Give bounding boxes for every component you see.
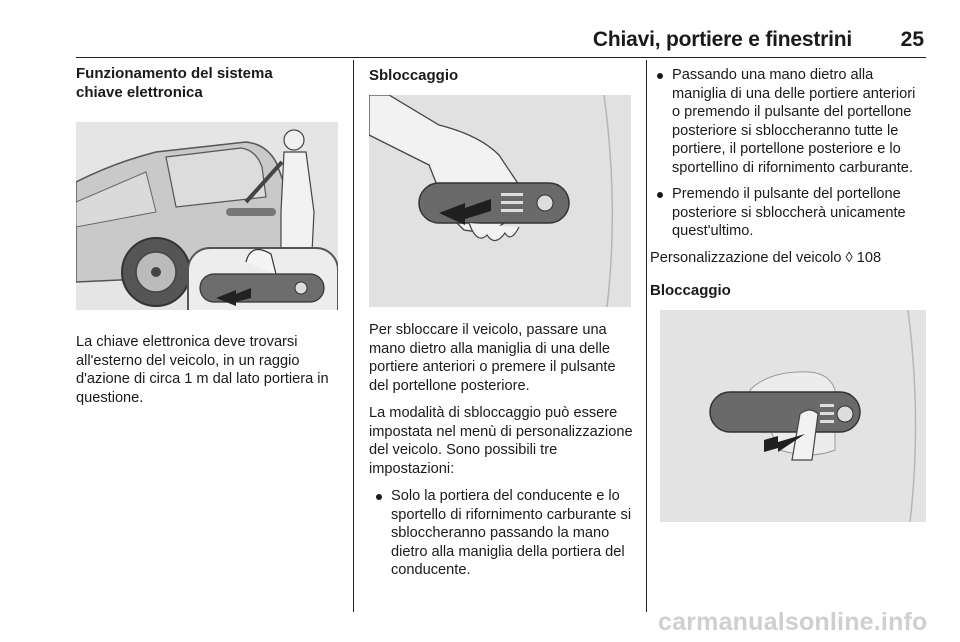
keyless-car-illustration	[76, 122, 338, 310]
car-with-person-drawing	[76, 122, 338, 310]
column-divider	[646, 60, 647, 612]
section-heading-keyless: Funzionamento del sistema chiave elettronica	[76, 65, 273, 101]
bullet-icon	[657, 73, 663, 79]
list-item: Premendo il pulsante del portellone posteriore si sbloccherà unicamente quest'ultimo.	[650, 185, 926, 241]
section-heading-locking: Bloccaggio	[650, 282, 731, 299]
bullet-icon	[657, 192, 663, 198]
reference-arrow-icon: ◊	[845, 249, 853, 266]
list-item: Passando una mano dietro alla maniglia di una delle portiere anteriori o premendo il pulsante del portellone posteriore si sbloccheranno tutte le portiere, il portellone posteriore e lo sportellino di rifornimento carburante.	[650, 66, 926, 177]
cross-reference: Personalizzazione del veicolo ◊ 108	[650, 249, 882, 266]
page-number: 25	[900, 28, 924, 51]
unlock-options-list-continued	[650, 66, 926, 241]
header-rule	[76, 57, 926, 58]
bullet-icon	[376, 494, 382, 500]
lock-handle-illustration	[660, 310, 926, 522]
unlock-options-list	[369, 487, 633, 580]
column-3	[650, 64, 926, 522]
hand-behind-handle-drawing	[369, 95, 631, 307]
unlock-paragraph-2: La modalità di sbloccaggio può essere impostata nel menù di personalizzazione del veicolo. Sono possibili tre impostazioni:	[369, 405, 633, 477]
column-divider	[353, 60, 354, 612]
list-item: Solo la portiera del conducente e lo sportello di rifornimento carburante si sbloccheranno passando la mano dietro alla maniglia della portiera del conducente.	[369, 487, 633, 580]
keyless-paragraph: La chiave elettronica deve trovarsi all'esterno del veicolo, in un raggio d'azione di circa 1 m dal lato portiera in questione.	[76, 334, 329, 406]
chapter-title: Chiavi, portiere e finestrini	[592, 28, 852, 51]
unlock-handle-illustration	[369, 95, 631, 307]
watermark: carmanualsonline.info	[658, 608, 928, 636]
column-1	[76, 64, 338, 416]
column-2	[369, 64, 633, 588]
finger-on-lock-button-drawing	[660, 310, 926, 522]
section-heading-unlocking: Sbloccaggio	[369, 67, 459, 84]
unlock-paragraph-1: Per sbloccare il veicolo, passare una mano dietro alla maniglia di una delle portiere anteriori o premere il pulsante del portellone posteriore.	[369, 322, 616, 394]
